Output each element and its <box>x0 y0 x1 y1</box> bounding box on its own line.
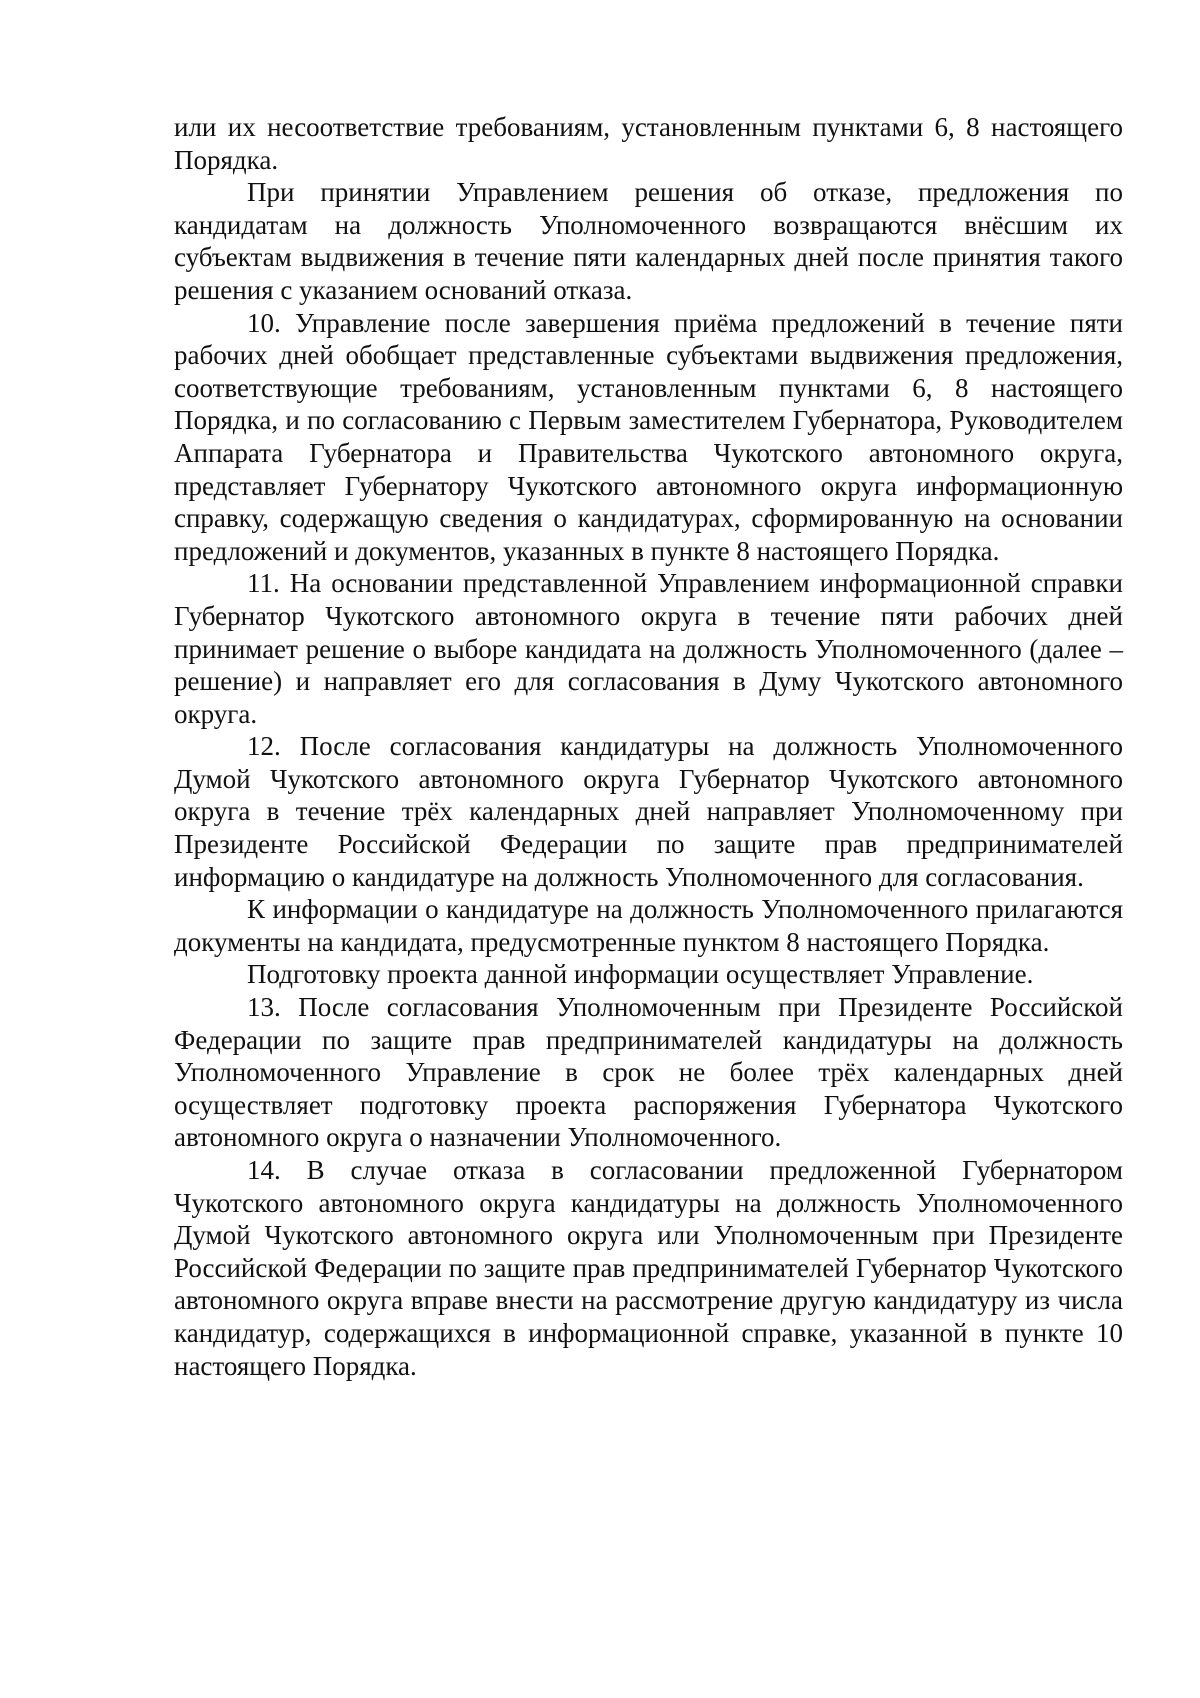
paragraph-refusal: При принятии Управлением решения об отказе, предложения по кандидатам на должность Уполномоченного возвращаются внёсшим их субъектам выдвижения в течение пяти календарных дней после принятия такого решения с указанием оснований отказа. <box>174 177 1123 305</box>
document-body <box>174 111 1123 1382</box>
paragraph-item-11: 11. На основании представленной Управлением информационной справки Губернатор Чукотского автономного округа в течение пяти рабочих дней принимает решение о выборе кандидата на должность Уполномоченного (далее – решение) и направляет его для согласования в Думу Чукотского автономного округа. <box>174 568 1123 729</box>
paragraph-item-14: 14. В случае отказа в согласовании предложенной Губернатором Чукотского автономного округа кандидатуры на должность Уполномоченного Думой Чукотского автономного округа или Уполномоченным при Президенте Российской Федерации по защите прав предпринимателей Губернатор Чукотского автономного округа вправе внести на рассмотрение другую кандидатуру из числа кандидатур, содержащихся в информационной справке, указанной в пункте 10 настоящего Порядка. <box>174 1155 1123 1381</box>
paragraph-preparation: Подготовку проекта данной информации осуществляет Управление. <box>247 959 1034 990</box>
paragraph-attachments: К информации о кандидатуре на должность Уполномоченного прилагаются документы на кандидата, предусмотренные пунктом 8 настоящего Порядка. <box>174 894 1123 957</box>
paragraph-continuation: или их несоответствие требованиям, установленным пунктами 6, 8 настоящего Порядка. <box>174 112 1123 175</box>
paragraph-item-12: 12. После согласования кандидатуры на должность Уполномоченного Думой Чукотского автономного округа Губернатор Чукотского автономного округа в течение трёх календарных дней направляет Уполномоченному при Президенте Российской Федерации по защите прав предпринимателей информацию о кандидатуре на должность Уполномоченного для согласования. <box>174 731 1123 892</box>
paragraph-item-13: 13. После согласования Уполномоченным при Президенте Российской Федерации по защите прав предпринимателей кандидатуры на должность Уполномоченного Управление в срок не более трёх календарных дней осуществляет подготовку проекта распоряжения Губернатора Чукотского автономного округа о назначении Уполномоченного. <box>174 992 1123 1153</box>
paragraph-item-10: 10. Управление после завершения приёма предложений в течение пяти рабочих дней обобщает представленные субъектами выдвижения предложения, соответствующие требованиям, установленным пунктами 6, 8 настоящего Порядка, и по согласованию с Первым заместителем Губернатора, Руководителем Аппарата Губернатора и Правительства Чукотского автономного округа, представляет Губернатору Чукотского автономного округа информационную справку, содержащую сведения о кандидатурах, сформированную на основании предложений и документов, указанных в пункте 8 настоящего Порядка. <box>174 307 1123 566</box>
